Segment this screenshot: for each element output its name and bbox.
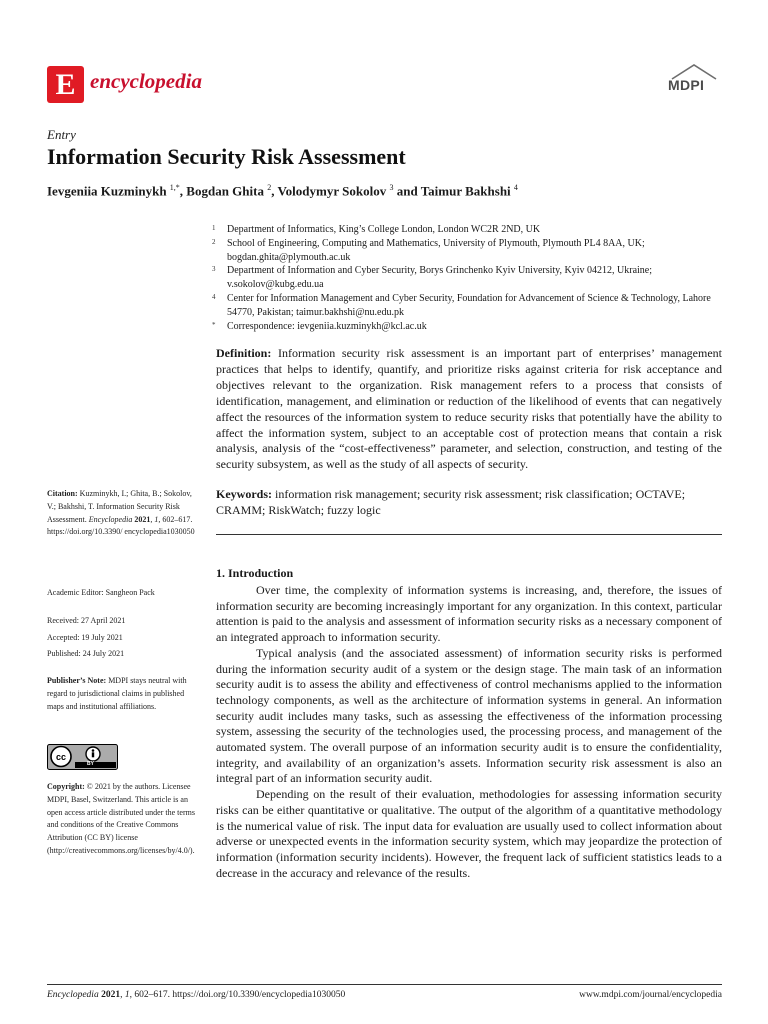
keywords-text: information risk management; security risk assessment; risk classification; OCTAVE; CRAMM; RiskWatch; fuzzy logic — [216, 487, 686, 517]
affiliation-item: 1 Department of Informatics, King’s College London, London WC2R 2ND, UK — [212, 224, 541, 235]
author-list: Ievgeniia Kuzminykh $^{1,*}$, Bogdan Ghita $^2$, Volodymyr Sokolov $^3$ and Taimur Bakhshi $^4$ — [47, 183, 518, 199]
accepted-date: Accepted: 19 July 2021 — [47, 633, 123, 642]
definition-paragraph — [216, 346, 722, 473]
svg-text:cc: cc — [55, 752, 67, 762]
academic-editor: Academic Editor: Sangheon Pack — [47, 588, 155, 597]
keywords-label: Keywords: — [216, 487, 272, 501]
copyright-label: Copyright: — [47, 782, 85, 791]
footer-divider — [47, 984, 722, 985]
article-title: Information Security Risk Assessment — [47, 144, 406, 169]
affiliation-item: 2 School of Engineering, Computing and Mathematics, University of Plymouth, Plymouth PL4 8AA, UK; bogdan.ghita@plymouth.ac.uk — [212, 237, 645, 263]
journal-logo — [47, 66, 84, 103]
footer-year: 2021 — [101, 990, 121, 1000]
citation-journal: Encyclopedia — [88, 514, 133, 524]
footer-citation: Encyclopedia 2021, 1, 602–617. https://doi.org/10.3390/encyclopedia1030050 — [47, 990, 346, 1000]
copyright-block — [47, 781, 197, 858]
paragraph: Typical analysis (and the associated assessment) of information security risks is performed during the information security audit of a system or the design stage. The main task of an information security audit is to assess the ability and effectiveness of control mechanisms applied to the information technology components, as well as the architecture of information systems in general. An information security audit includes many tasks, such as assessing the effectiveness of the information processing system, assessing the security of the technologies used, the processing process, and management of the automated system. The overall purpose of an information security audit is to ensure the confidentiality, integrity, and availability of an organization’s assets. Information security risk assessment is also an integral part of an information security audit. — [216, 645, 722, 786]
correspondence: * Correspondence: ievgeniia.kuzminykh@kcl.ac.uk — [212, 320, 427, 332]
citation-pages[interactable]: , 602–617. https://doi.org/10.3390/ encyclopedia1030050 — [47, 514, 195, 537]
paragraph: Depending on the result of their evaluation, methodologies for assessing information security risks can be either quantitative or qualitative. The output of the algorithm of a quantitative methodology is the numerical value of risk. The input data for evaluation are usually used to collect information about adverse or unexpected events in the information security system, which may jeopardize the protection of information (information security incidents). However, the frequent lack of sufficient statistics leads to a decrease in the accuracy and relevance of the results. — [216, 787, 722, 880]
logo-letter: E — [55, 67, 76, 101]
author-sup: 3 — [389, 183, 394, 192]
author-name: Volodymyr Sokolov — [277, 183, 387, 199]
affiliation-item: 3 Department of Information and Cyber Security, Borys Grinchenko Kyiv University, Kyiv 04212, Ukraine; v.sokolov@kubg.edu.ua — [212, 265, 652, 291]
author-sup: 1,* — [169, 183, 180, 192]
affiliations — [212, 223, 722, 333]
section-heading: 1. Introduction — [216, 566, 294, 580]
note-text: MDPI stays neutral with regard to jurisdictional claims in published maps and institutional affiliations. — [47, 676, 187, 711]
citation-volume: 1 — [154, 514, 159, 524]
author-sup: 2 — [267, 183, 272, 192]
definition-label: Definition: — [216, 346, 272, 360]
footer-doi[interactable]: , 602–617. https://doi.org/10.3390/encyclopedia1030050 — [129, 990, 346, 1000]
copyright-text: © 2021 by the authors. Licensee MDPI, Basel, Switzerland. This article is an open access article distributed under the terms and conditions of the Creative Commons Attribution (CC BY) license (http://creativecommons.org/licenses/by/4.0/). — [47, 782, 195, 855]
citation-text: Kuzminykh, I.; Ghita, B.; Sokolov, V.; Bakhshi, T. Information Security Risk Assessment. — [47, 489, 192, 524]
citation-block: Citation: Kuzminykh, I.; Ghita, B.; Sokolov, V.; Bakhshi, T. Information Security Risk Assessment. Encyclopedia 2021, 1, 602–617. https://doi.org/10.3390/ encyclopedia1030050 — [47, 489, 195, 537]
divider — [216, 534, 722, 535]
citation-label: Citation: — [47, 489, 78, 498]
published-date: Published: 24 July 2021 — [47, 649, 125, 658]
cc-badge-label: BY — [87, 761, 94, 767]
definition-text: Information security risk assessment is an important part of enterprises’ management practices that helps to identify, quantify, and prioritize risks against criteria for risk acceptance and objectives relevant to the organization. Risk management refers to a process that consists of identification, management, and elimination or reduction of the likelihood of events that can negatively affect the resources of the information system to reduce security risks that potentially have the ability to affect the information system, subject to an acceptable cost of protection means that contain a risk analysis, analysis of the “cost-effectiveness” parameter, and selection, construction, and testing of the security subsystem, as well as the study of all aspects of security. — [216, 346, 722, 472]
footer-url[interactable]: www.mdpi.com/journal/encyclopedia — [579, 990, 722, 1000]
keywords — [216, 487, 722, 519]
author-name: Bogdan Ghita — [186, 183, 264, 199]
intro-body — [216, 583, 722, 881]
publisher-note — [47, 675, 197, 713]
received-date: Received: 27 April 2021 — [47, 616, 126, 625]
note-label: Publisher’s Note: — [47, 676, 107, 685]
paragraph: Over time, the complexity of information systems is increasing, and, therefore, the issues of information security are becoming increasingly important for any organization. In this context, particular attention is paid to the analysis and assessment of information security risks as a necessary component of an integrated approach to information security. — [216, 583, 722, 645]
citation-year: 2021 — [134, 514, 151, 524]
publisher-name: MDPI — [668, 77, 705, 93]
author-name: Ievgeniia Kuzminykh — [47, 183, 167, 199]
affiliation-item: 4 Center for Information Management and Cyber Security, Foundation for Advancement of Science & Technology, Lahore 54770, Pakistan; taimur.bakhshi@nu.edu.pk — [212, 292, 711, 318]
author-sup: 4 — [513, 183, 518, 192]
footer-volume: 1 — [124, 990, 130, 1000]
cc-by-license-badge[interactable] — [47, 744, 118, 770]
footer-journal: Encyclopedia — [47, 990, 99, 1000]
article-type: Entry — [47, 127, 76, 142]
journal-name: encyclopedia — [90, 69, 202, 93]
author-name: Taimur Bakhshi — [420, 183, 511, 199]
